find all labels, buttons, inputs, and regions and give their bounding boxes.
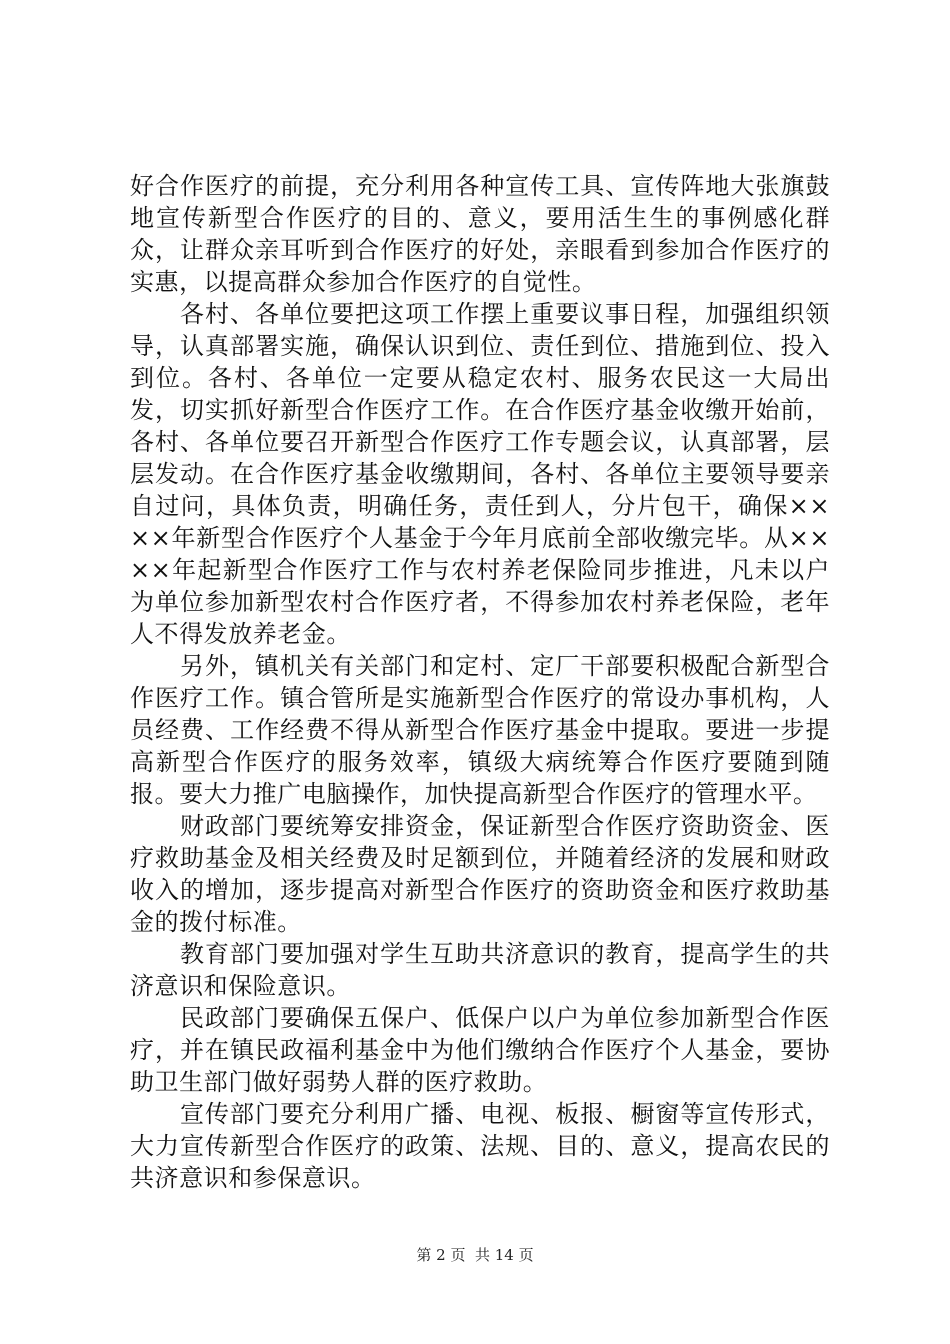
paragraph-4: 财政部门要统筹安排资金，保证新型合作医疗资助资金、医疗救助基金及相关经费及时足额到位，并随着经济的发展和财政收入的增加，逐步提高对新型合作医疗的资助资金和医疗救助基金的拨付标准。 — [130, 812, 830, 936]
paragraph-7: 宣传部门要充分利用广播、电视、板报、橱窗等宣传形式，大力宣传新型合作医疗的政策、法规、目的、意义，提高农民的共济意识和参保意识。 — [130, 1100, 830, 1192]
paragraph-6: 民政部门要确保五保户、低保户以户为单位参加新型合作医疗，并在镇民政福利基金中为他们缴纳合作医疗个人基金，要协助卫生部门做好弱势人群的医疗救助。 — [130, 1004, 830, 1096]
paragraph-1: 好合作医疗的前提，充分利用各种宣传工具、宣传阵地大张旗鼓地宣传新型合作医疗的目的、意义，要用活生生的事例感化群众，让群众亲耳听到合作医疗的好处，亲眼看到参加合作医疗的实惠，以提高群众参加合作医疗的自觉性。 — [130, 172, 830, 296]
paragraph-2: 各村、各单位要把这项工作摆上重要议事日程，加强组织领导，认真部署实施，确保认识到位、责任到位、措施到位、投入到位。各村、各单位一定要从稳定农村、服务农民这一大局出发，切实抓好新型合作医疗工作。在合作医疗基金收缴开始前，各村、各单位要召开新型合作医疗工作专题会议，认真部署，层层发动。在合作医疗基金收缴期间，各村、各单位主要领导要亲自过问，具体负责，明确任务，责任到人，分片包干，确保××××年新型合作医疗个人基金于今年月底前全部收缴完毕。从××××年起新型合作医疗工作与农村养老保险同步推进，凡未以户为单位参加新型农村合作医疗者，不得参加农村养老保险，老年人不得发放养老金。 — [130, 300, 830, 648]
paragraph-3: 另外，镇机关有关部门和定村、定厂干部要积极配合新型合作医疗工作。镇合管所是实施新型合作医疗的常设办事机构，人员经费、工作经费不得从新型合作医疗基金中提取。要进一步提高新型合作医疗的服务效率，镇级大病统筹合作医疗要随到随报。要大力推广电脑操作，加快提高新型合作医疗的管理水平。 — [130, 652, 830, 808]
document-body — [130, 170, 830, 1194]
page-number-footer: 第 2 页 共 14 页 — [416, 1246, 534, 1264]
paragraph-5: 教育部门要加强对学生互助共济意识的教育，提高学生的共济意识和保险意识。 — [130, 940, 830, 1000]
